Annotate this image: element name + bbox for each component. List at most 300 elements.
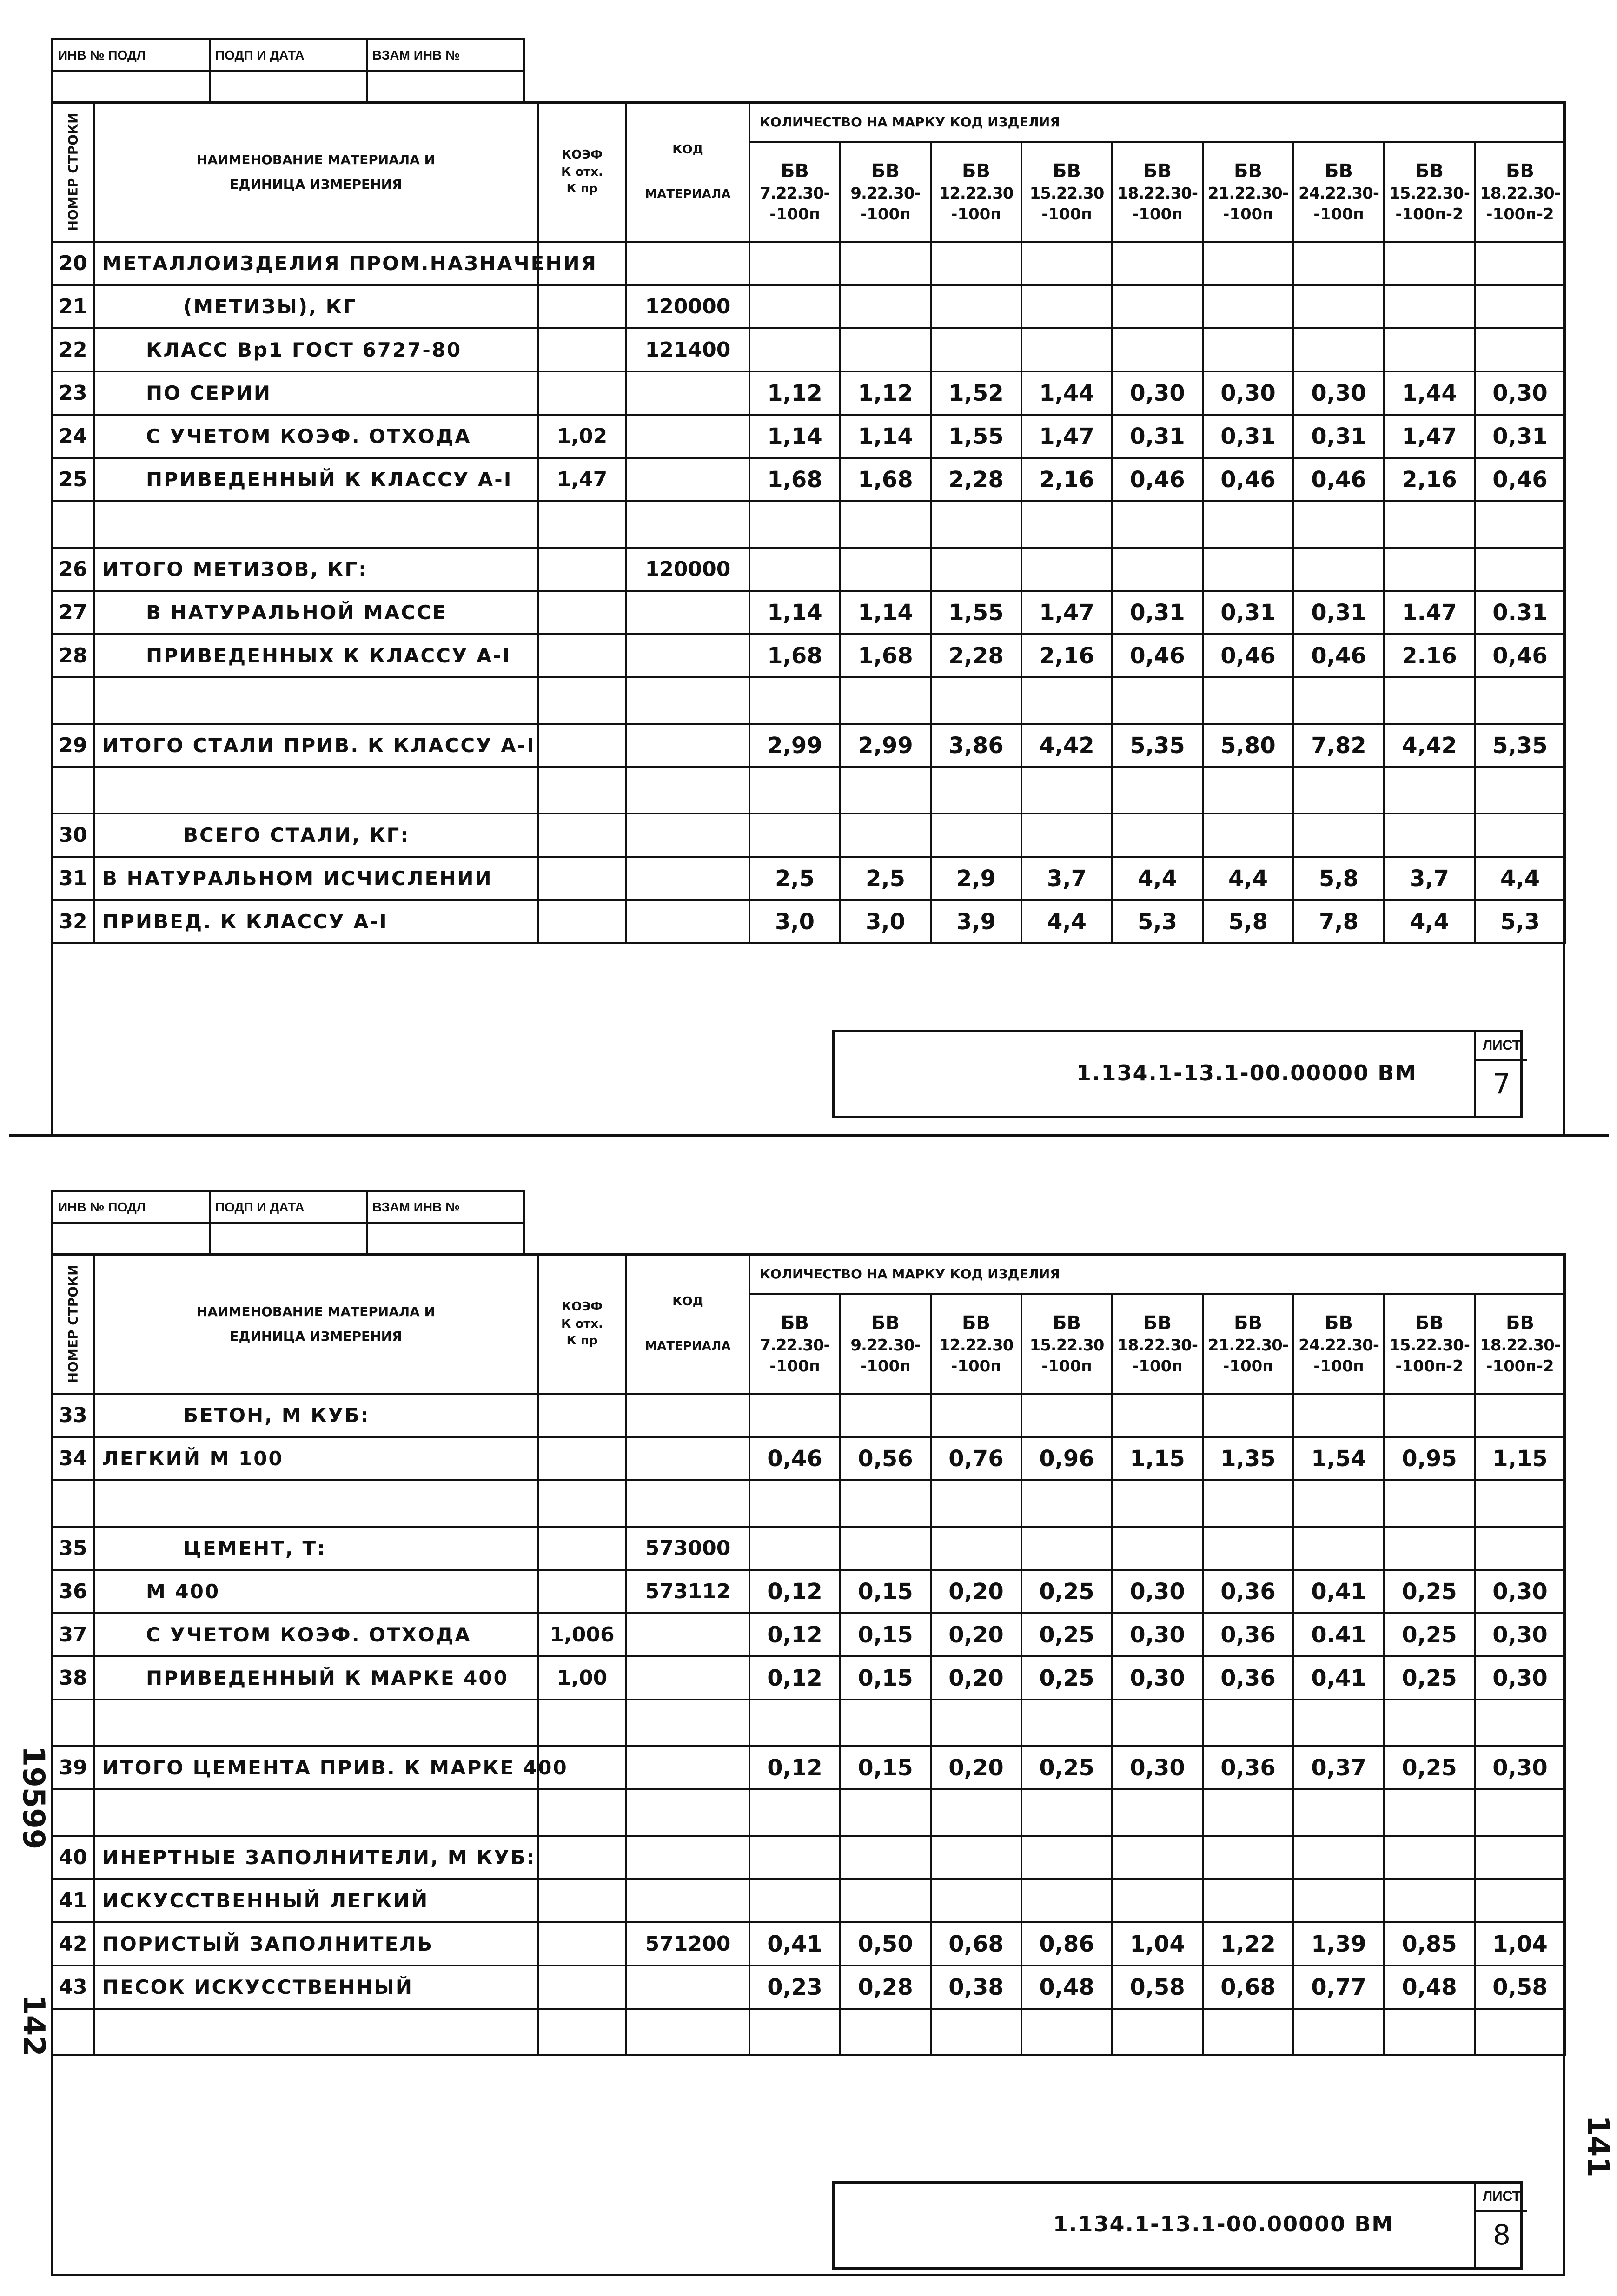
coefficient [538, 591, 626, 634]
quantity-cell: 0,36 [1203, 1656, 1293, 1700]
quantity-cell: 1,44 [1021, 371, 1112, 415]
quantity-cell: 1,14 [749, 415, 840, 458]
quantity-cell [1203, 548, 1293, 591]
sheet-7 [0, 0, 1617, 1144]
material-code [626, 1700, 749, 1746]
material-code [626, 857, 749, 900]
quantity-cell [1293, 1836, 1384, 1879]
archive-number: 19599 [16, 1746, 51, 1850]
material-name: ПРИВЕДЕННЫЙ К КЛАССУ А-I [94, 458, 538, 501]
quantity-cell: 0,76 [931, 1437, 1021, 1480]
quantity-cell: 0,46 [1293, 634, 1384, 677]
row-number [52, 677, 94, 724]
quantity-cell: 0,12 [749, 1656, 840, 1700]
quantity-cell: 1,55 [931, 591, 1021, 634]
approval-stamp [51, 38, 525, 104]
quantity-cell [1293, 501, 1384, 548]
coefficient [538, 2009, 626, 2055]
quantity-cell: 7,82 [1293, 724, 1384, 767]
quantity-cell [1112, 767, 1203, 814]
quantity-cell: 0,46 [1112, 458, 1203, 501]
material-name: БЕТОН, М КУБ: [94, 1394, 538, 1437]
quantity-cell: 0,85 [1384, 1922, 1475, 1965]
quantity-cell [1384, 1789, 1475, 1836]
coefficient [538, 548, 626, 591]
row-number [52, 1480, 94, 1527]
quantity-cell: 2,16 [1021, 634, 1112, 677]
stamp-vzam-inv-label: ВЗАМ ИНВ № [372, 48, 460, 62]
quantity-cell: 1,68 [840, 458, 931, 501]
material-name: ПРИВЕДЕННЫЙ К МАРКЕ 400 [94, 1656, 538, 1700]
quantity-cell [1293, 328, 1384, 371]
approval-stamp [51, 1190, 525, 1256]
material-code [626, 415, 749, 458]
coefficient: 1,00 [538, 1656, 626, 1700]
quantity-cell: 0,58 [1112, 1965, 1203, 2009]
quantity-cell: 1,12 [749, 371, 840, 415]
material-code [626, 1613, 749, 1656]
quantity-cell [1384, 1394, 1475, 1437]
quantity-cell [1203, 285, 1293, 328]
quantity-cell [1475, 1789, 1565, 1836]
quantity-cell: 0,28 [840, 1965, 931, 2009]
quantity-cell: 0,68 [1203, 1965, 1293, 2009]
quantity-cell: 0,31 [1203, 415, 1293, 458]
row-number: 34 [52, 1437, 94, 1480]
quantity-cell [749, 2009, 840, 2055]
quantity-cell: 0,31 [1293, 415, 1384, 458]
quantity-cell [749, 1789, 840, 1836]
quantity-cell [931, 2009, 1021, 2055]
quantity-cell [931, 328, 1021, 371]
header-mark-5: БВ 18.22.30- -100п [1112, 1294, 1203, 1394]
quantity-cell: 4,4 [1021, 900, 1112, 943]
quantity-cell [1112, 1700, 1203, 1746]
material-code [626, 1656, 749, 1700]
quantity-cell: 1,39 [1293, 1922, 1384, 1965]
quantity-cell: 0,46 [1203, 634, 1293, 677]
quantity-cell [1475, 548, 1565, 591]
quantity-cell: 0,30 [1112, 371, 1203, 415]
header-material-code: КОД МАТЕРИАЛА [626, 1254, 749, 1394]
table-row [52, 900, 1565, 943]
row-number: 25 [52, 458, 94, 501]
quantity-cell: 4,42 [1384, 724, 1475, 767]
quantity-cell: 1.47 [1384, 591, 1475, 634]
coefficient [538, 767, 626, 814]
material-name: С УЧЕТОМ КОЭФ. ОТХОДА [94, 1613, 538, 1656]
material-name: ИНЕРТНЫЕ ЗАПОЛНИТЕЛИ, М КУБ: [94, 1836, 538, 1879]
quantity-cell: 0,68 [931, 1922, 1021, 1965]
material-name [94, 677, 538, 724]
quantity-cell [1021, 1480, 1112, 1527]
header-mark-9: БВ 18.22.30- -100п-2 [1475, 142, 1565, 242]
quantity-cell: 0,41 [1293, 1656, 1384, 1700]
quantity-cell: 0,25 [1384, 1746, 1475, 1789]
quantity-cell [1293, 285, 1384, 328]
quantity-cell [1384, 1879, 1475, 1922]
quantity-cell [931, 767, 1021, 814]
cut-line [9, 1134, 1609, 1137]
header-mark-8: БВ 15.22.30- -100п-2 [1384, 1294, 1475, 1394]
stamp-podp-data-value [211, 72, 368, 102]
quantity-cell: 0,37 [1293, 1746, 1384, 1789]
table-row [52, 857, 1565, 900]
quantity-cell: 0,20 [931, 1746, 1021, 1789]
coefficient [538, 814, 626, 857]
sheet-number-box [1474, 1032, 1527, 1116]
row-number: 41 [52, 1879, 94, 1922]
quantity-cell [840, 1480, 931, 1527]
quantity-cell: 0,50 [840, 1922, 931, 1965]
coefficient [538, 900, 626, 943]
quantity-cell [1475, 1394, 1565, 1437]
quantity-cell [1021, 328, 1112, 371]
quantity-cell: 0,58 [1475, 1965, 1565, 2009]
quantity-cell [1293, 677, 1384, 724]
quantity-cell: 1,12 [840, 371, 931, 415]
quantity-cell [840, 242, 931, 285]
material-code: 573112 [626, 1570, 749, 1613]
coefficient [538, 857, 626, 900]
stamp-inv-podl-label: ИНВ № ПОДЛ [53, 1192, 211, 1222]
quantity-cell: 0,56 [840, 1437, 931, 1480]
document-code: 1.134.1-13.1-00.00000 ВМ [1053, 2211, 1394, 2236]
material-name: В НАТУРАЛЬНОМ ИСЧИСЛЕНИИ [94, 857, 538, 900]
quantity-cell: 0,36 [1203, 1746, 1293, 1789]
table-row [52, 242, 1565, 285]
quantity-cell [931, 1879, 1021, 1922]
quantity-cell [1112, 1480, 1203, 1527]
material-code [626, 724, 749, 767]
table-row [52, 1746, 1565, 1789]
material-name: ЛЕГКИЙ М 100 [94, 1437, 538, 1480]
quantity-cell [1021, 1700, 1112, 1746]
quantity-cell [1021, 285, 1112, 328]
table-row [52, 1965, 1565, 2009]
quantity-cell: 5,8 [1203, 900, 1293, 943]
quantity-cell: 0,96 [1021, 1437, 1112, 1480]
quantity-cell [931, 242, 1021, 285]
row-number: 31 [52, 857, 94, 900]
quantity-cell: 0,30 [1475, 1656, 1565, 1700]
coefficient [538, 724, 626, 767]
blank-row [52, 677, 1565, 724]
table-row [52, 591, 1565, 634]
quantity-cell: 1,14 [749, 591, 840, 634]
quantity-cell: 0,86 [1021, 1922, 1112, 1965]
quantity-cell: 0,48 [1021, 1965, 1112, 2009]
quantity-cell [1293, 1700, 1384, 1746]
quantity-cell: 0,30 [1203, 371, 1293, 415]
coefficient [538, 1879, 626, 1922]
quantity-cell [749, 1394, 840, 1437]
quantity-cell [1293, 2009, 1384, 2055]
quantity-cell [1384, 1836, 1475, 1879]
quantity-cell [1293, 1394, 1384, 1437]
header-mark-2: БВ 9.22.30- -100п [840, 1294, 931, 1394]
quantity-cell: 5,80 [1203, 724, 1293, 767]
quantity-cell: 0,41 [749, 1922, 840, 1965]
quantity-cell [1203, 1879, 1293, 1922]
quantity-cell: 4,4 [1203, 857, 1293, 900]
row-number: 33 [52, 1394, 94, 1437]
quantity-cell [1021, 814, 1112, 857]
quantity-cell [931, 1789, 1021, 1836]
quantity-cell: 5,8 [1293, 857, 1384, 900]
blank-row [52, 767, 1565, 814]
quantity-cell [1384, 285, 1475, 328]
quantity-cell [840, 814, 931, 857]
row-number: 42 [52, 1922, 94, 1965]
material-table [51, 101, 1566, 944]
quantity-cell [1203, 1836, 1293, 1879]
quantity-cell [1112, 814, 1203, 857]
table-row [52, 1613, 1565, 1656]
quantity-cell [1293, 1879, 1384, 1922]
quantity-cell [1475, 1836, 1565, 1879]
quantity-cell: 2,5 [749, 857, 840, 900]
quantity-cell: 2.16 [1384, 634, 1475, 677]
row-number: 36 [52, 1570, 94, 1613]
page-number-right: 141 [1580, 2115, 1615, 2177]
table-row [52, 1879, 1565, 1922]
quantity-cell: 1,68 [749, 634, 840, 677]
quantity-cell [1384, 2009, 1475, 2055]
material-code [626, 1836, 749, 1879]
material-name: КЛАСС Вр1 ГОСТ 6727-80 [94, 328, 538, 371]
quantity-cell: 1,47 [1384, 415, 1475, 458]
quantity-cell: 0,31 [1112, 415, 1203, 458]
material-name: ИТОГО СТАЛИ ПРИВ. К КЛАССУ А-I [94, 724, 538, 767]
header-mark-7: БВ 24.22.30- -100п [1293, 142, 1384, 242]
quantity-cell: 0,31 [1475, 415, 1565, 458]
quantity-cell [749, 1700, 840, 1746]
row-number: 20 [52, 242, 94, 285]
material-code [626, 677, 749, 724]
stamp-vzam-inv-value [368, 72, 523, 102]
header-mark-1: БВ 7.22.30- -100п [749, 142, 840, 242]
quantity-cell: 5,35 [1112, 724, 1203, 767]
quantity-cell [1112, 242, 1203, 285]
quantity-cell [1475, 677, 1565, 724]
material-code [626, 1394, 749, 1437]
blank-row [52, 1700, 1565, 1746]
material-code [626, 458, 749, 501]
blank-row [52, 501, 1565, 548]
header-row-number: НОМЕР СТРОКИ [52, 1254, 94, 1394]
quantity-cell: 1,47 [1021, 415, 1112, 458]
header-quantity-per-mark: КОЛИЧЕСТВО НА МАРКУ КОД ИЗДЕЛИЯ [749, 102, 1565, 142]
table-row [52, 458, 1565, 501]
material-code [626, 1879, 749, 1922]
quantity-cell [1384, 767, 1475, 814]
quantity-cell [749, 501, 840, 548]
quantity-cell: 0,25 [1384, 1570, 1475, 1613]
quantity-cell [840, 328, 931, 371]
quantity-cell: 0,12 [749, 1570, 840, 1613]
stamp-inv-podl-value [53, 1224, 211, 1254]
row-number [52, 1700, 94, 1746]
quantity-cell [1293, 1527, 1384, 1570]
quantity-cell: 2,5 [840, 857, 931, 900]
header-mark-3: БВ 12.22.30 -100п [931, 1294, 1021, 1394]
coefficient [538, 1922, 626, 1965]
quantity-cell [1021, 767, 1112, 814]
quantity-cell: 7,8 [1293, 900, 1384, 943]
quantity-cell: 0,25 [1021, 1746, 1112, 1789]
quantity-cell: 0,46 [1293, 458, 1384, 501]
material-code [626, 767, 749, 814]
material-name: (МЕТИЗЫ), КГ [94, 285, 538, 328]
quantity-cell: 0.41 [1293, 1613, 1384, 1656]
quantity-cell [749, 328, 840, 371]
header-material-code: КОД МАТЕРИАЛА [626, 102, 749, 242]
sheet-number-box [1474, 2184, 1527, 2267]
quantity-cell [1384, 814, 1475, 857]
table-row [52, 724, 1565, 767]
quantity-cell [1384, 242, 1475, 285]
coefficient: 1,47 [538, 458, 626, 501]
quantity-cell [1475, 1700, 1565, 1746]
quantity-cell [1021, 548, 1112, 591]
coefficient [538, 1570, 626, 1613]
row-number [52, 2009, 94, 2055]
quantity-cell: 0,15 [840, 1570, 931, 1613]
material-code: 573000 [626, 1527, 749, 1570]
quantity-cell: 0,25 [1021, 1613, 1112, 1656]
header-quantity-per-mark: КОЛИЧЕСТВО НА МАРКУ КОД ИЗДЕЛИЯ [749, 1254, 1565, 1294]
coefficient [538, 371, 626, 415]
quantity-cell [840, 1527, 931, 1570]
quantity-cell [1112, 501, 1203, 548]
quantity-cell [1203, 677, 1293, 724]
quantity-cell [1021, 677, 1112, 724]
quantity-cell: 5,35 [1475, 724, 1565, 767]
header-mark-6: БВ 21.22.30- -100п [1203, 1294, 1293, 1394]
quantity-cell [1021, 1879, 1112, 1922]
quantity-cell: 0,25 [1021, 1570, 1112, 1613]
quantity-cell: 0.31 [1475, 591, 1565, 634]
table-row [52, 415, 1565, 458]
stamp-vzam-inv-label: ВЗАМ ИНВ № [372, 1200, 460, 1214]
coefficient [538, 1965, 626, 2009]
row-number: 29 [52, 724, 94, 767]
material-code [626, 371, 749, 415]
quantity-cell [931, 285, 1021, 328]
material-name: В НАТУРАЛЬНОЙ МАССЕ [94, 591, 538, 634]
quantity-cell [931, 501, 1021, 548]
header-mark-6: БВ 21.22.30- -100п [1203, 142, 1293, 242]
row-number: 30 [52, 814, 94, 857]
header-mark-4: БВ 15.22.30 -100п [1021, 1294, 1112, 1394]
quantity-cell [840, 285, 931, 328]
material-code [626, 634, 749, 677]
quantity-cell: 0,30 [1112, 1656, 1203, 1700]
row-number [52, 501, 94, 548]
row-number: 22 [52, 328, 94, 371]
quantity-cell [1112, 677, 1203, 724]
table-row [52, 1570, 1565, 1613]
table-row [52, 328, 1565, 371]
quantity-cell [931, 814, 1021, 857]
quantity-cell: 0,12 [749, 1613, 840, 1656]
coefficient [538, 501, 626, 548]
stamp-inv-podl-label: ИНВ № ПОДЛ [53, 40, 211, 70]
row-number: 43 [52, 1965, 94, 2009]
material-code [626, 1965, 749, 2009]
material-name: МЕТАЛЛОИЗДЕЛИЯ ПРОМ.НАЗНАЧЕНИЯ [94, 242, 538, 285]
stamp-inv-podl-value [53, 72, 211, 102]
material-name: ЦЕМЕНТ, Т: [94, 1527, 538, 1570]
stamp-podp-data-label: ПОДП И ДАТА [211, 1192, 368, 1222]
page-number-left: 142 [16, 1994, 51, 2057]
material-name: ПРИВЕДЕННЫХ К КЛАССУ А-I [94, 634, 538, 677]
quantity-cell [840, 1836, 931, 1879]
quantity-cell [931, 1480, 1021, 1527]
row-number: 32 [52, 900, 94, 943]
quantity-cell [1384, 501, 1475, 548]
row-number: 21 [52, 285, 94, 328]
quantity-cell: 4,4 [1112, 857, 1203, 900]
coefficient [538, 1836, 626, 1879]
title-block [832, 2181, 1523, 2270]
material-name: ИТОГО ЦЕМЕНТА ПРИВ. К МАРКЕ 400 [94, 1746, 538, 1789]
quantity-cell: 0,41 [1293, 1570, 1384, 1613]
table-row [52, 634, 1565, 677]
sheet-number: 7 [1492, 1068, 1511, 1100]
quantity-cell: 0,20 [931, 1656, 1021, 1700]
stamp-podp-data-label: ПОДП И ДАТА [211, 40, 368, 70]
quantity-cell: 1,04 [1475, 1922, 1565, 1965]
stamp-vzam-inv-value [368, 1224, 523, 1254]
quantity-cell: 0,36 [1203, 1570, 1293, 1613]
row-number: 23 [52, 371, 94, 415]
header-mark-7: БВ 24.22.30- -100п [1293, 1294, 1384, 1394]
quantity-cell: 0,25 [1384, 1613, 1475, 1656]
row-number: 35 [52, 1527, 94, 1570]
quantity-cell [1203, 1394, 1293, 1437]
quantity-cell [1112, 328, 1203, 371]
quantity-cell [1293, 1789, 1384, 1836]
quantity-cell [1112, 1527, 1203, 1570]
quantity-cell [1021, 242, 1112, 285]
quantity-cell [1203, 2009, 1293, 2055]
quantity-cell [840, 1879, 931, 1922]
material-code [626, 1789, 749, 1836]
quantity-cell [1203, 1480, 1293, 1527]
quantity-cell: 0,31 [1293, 591, 1384, 634]
quantity-cell [749, 285, 840, 328]
quantity-cell [840, 677, 931, 724]
quantity-cell: 0,20 [931, 1570, 1021, 1613]
quantity-cell [1475, 814, 1565, 857]
quantity-cell: 3,9 [931, 900, 1021, 943]
sheet-label: ЛИСТ [1476, 2184, 1527, 2212]
material-code [626, 814, 749, 857]
header-material-name: НАИМЕНОВАНИЕ МАТЕРИАЛА И ЕДИНИЦА ИЗМЕРЕНИЯ [94, 1254, 538, 1394]
quantity-cell [749, 814, 840, 857]
quantity-cell: 0,30 [1293, 371, 1384, 415]
quantity-cell: 0,30 [1112, 1746, 1203, 1789]
quantity-cell: 2,28 [931, 458, 1021, 501]
quantity-cell: 5,3 [1475, 900, 1565, 943]
material-name: ПЕСОК ИСКУССТВЕННЫЙ [94, 1965, 538, 2009]
quantity-cell [840, 548, 931, 591]
quantity-cell: 0,30 [1475, 1746, 1565, 1789]
coefficient [538, 1700, 626, 1746]
table-row [52, 1656, 1565, 1700]
